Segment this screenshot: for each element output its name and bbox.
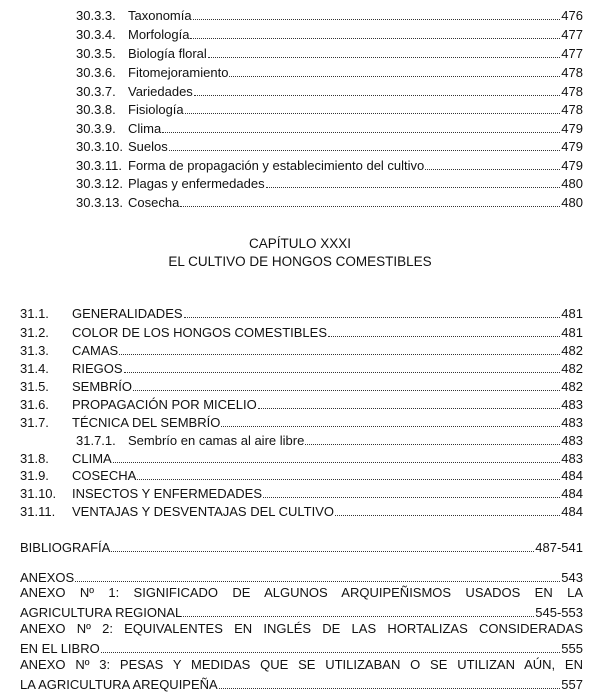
toc-entry bbox=[76, 25, 583, 43]
dot-leader bbox=[229, 76, 560, 77]
entry-title: Clima bbox=[128, 121, 162, 136]
entry-page: 483 bbox=[561, 415, 583, 430]
dot-leader bbox=[266, 187, 561, 188]
entry-number: 31.6. bbox=[20, 397, 49, 412]
entry-number: 31.3. bbox=[20, 343, 49, 358]
dot-leader bbox=[194, 95, 560, 96]
entry-number: 31.7. bbox=[20, 415, 49, 430]
entry-number: 30.3.11. bbox=[76, 158, 123, 173]
entry-title: INSECTOS Y ENFERMEDADES bbox=[72, 486, 262, 501]
anexo-line-1: ANEXO Nº 2: EQUIVALENTES EN INGLÉS DE LAS HORTALIZAS CONSIDERADAS bbox=[20, 621, 583, 636]
toc-entry bbox=[20, 466, 583, 484]
dot-leader bbox=[208, 57, 561, 58]
entry-title: EN EL LIBRO bbox=[20, 641, 100, 656]
toc-entry bbox=[76, 82, 583, 100]
entry-page: 481 bbox=[561, 325, 583, 340]
anexo-line-1: ANEXO Nº 3: PESAS Y MEDIDAS QUE SE UTILIZABAN O SE UTILIZAN AÚN, EN bbox=[20, 657, 583, 672]
entry-page: 476 bbox=[561, 8, 583, 23]
entry-title: RIEGOS bbox=[72, 361, 123, 376]
anexo-line-2 bbox=[20, 603, 583, 621]
dot-leader bbox=[193, 19, 561, 20]
entry-page: 478 bbox=[561, 65, 583, 80]
dot-leader bbox=[305, 444, 560, 445]
toc-entry bbox=[76, 174, 583, 192]
entry-title: Variedades bbox=[128, 84, 193, 99]
dot-leader bbox=[328, 336, 560, 337]
dot-leader bbox=[335, 515, 560, 516]
entry-page: 479 bbox=[561, 158, 583, 173]
toc-entry bbox=[20, 395, 583, 413]
entry-title: Taxonomía bbox=[128, 8, 192, 23]
entry-page: 483 bbox=[561, 397, 583, 412]
entry-page: 482 bbox=[561, 379, 583, 394]
entry-page: 484 bbox=[561, 504, 583, 519]
anexos-entry bbox=[20, 568, 583, 586]
dot-leader bbox=[169, 150, 561, 151]
entry-title: CLIMA bbox=[72, 451, 112, 466]
entry-page: 482 bbox=[561, 361, 583, 376]
toc-entry bbox=[76, 193, 583, 211]
dot-leader bbox=[133, 390, 560, 391]
entry-title: BIBLIOGRAFÍA bbox=[20, 540, 111, 555]
entry-title: AGRICULTURA REGIONAL bbox=[20, 605, 183, 620]
toc-entry bbox=[76, 44, 583, 62]
entry-page: 481 bbox=[561, 306, 583, 321]
entry-page: 477 bbox=[561, 46, 583, 61]
toc-entry bbox=[76, 100, 583, 118]
entry-number: 30.3.12. bbox=[76, 176, 123, 191]
entry-title: Forma de propagación y establecimiento del cultivo bbox=[128, 158, 425, 173]
toc-entry bbox=[76, 137, 583, 155]
entry-page: 480 bbox=[561, 176, 583, 191]
entry-title: Sembrío en camas al aire libre bbox=[128, 433, 305, 448]
dot-leader bbox=[180, 206, 560, 207]
entry-number: 30.3.4. bbox=[76, 27, 116, 42]
entry-title: Fitomejoramiento bbox=[128, 65, 229, 80]
entry-title: GENERALIDADES bbox=[72, 306, 183, 321]
entry-number: 31.1. bbox=[20, 306, 49, 321]
entry-page: 482 bbox=[561, 343, 583, 358]
entry-number: 31.9. bbox=[20, 468, 49, 483]
entry-number: 31.10. bbox=[20, 486, 57, 501]
dot-leader bbox=[190, 38, 560, 39]
entry-number: 31.7.1. bbox=[76, 433, 116, 448]
dot-leader bbox=[113, 462, 561, 463]
entry-page: 545-553 bbox=[535, 605, 583, 620]
dot-leader bbox=[263, 497, 560, 498]
entry-title: VENTAJAS Y DESVENTAJAS DEL CULTIVO bbox=[72, 504, 334, 519]
entry-page: 483 bbox=[561, 451, 583, 466]
entry-page: 484 bbox=[561, 486, 583, 501]
toc-entry bbox=[76, 119, 583, 137]
entry-title: Morfología bbox=[128, 27, 190, 42]
bibliografia-entry bbox=[20, 538, 583, 556]
toc-entry bbox=[20, 502, 583, 520]
entry-page: 557 bbox=[561, 677, 583, 692]
entry-page: 478 bbox=[561, 84, 583, 99]
toc-entry bbox=[20, 377, 583, 395]
entry-number: 30.3.9. bbox=[76, 121, 116, 136]
entry-page: 483 bbox=[561, 433, 583, 448]
dot-leader bbox=[185, 113, 561, 114]
entry-title: Cosecha bbox=[128, 195, 180, 210]
entry-page: 479 bbox=[561, 139, 583, 154]
entry-page: 543 bbox=[561, 570, 583, 585]
dot-leader bbox=[111, 551, 534, 552]
entry-page: 480 bbox=[561, 195, 583, 210]
entry-page: 555 bbox=[561, 641, 583, 656]
dot-leader bbox=[101, 652, 561, 653]
dot-leader bbox=[124, 372, 561, 373]
dot-leader bbox=[219, 688, 561, 689]
entry-title: PROPAGACIÓN POR MICELIO bbox=[72, 397, 257, 412]
toc-subentry bbox=[76, 431, 583, 449]
anexo-line-1: ANEXO Nº 1: SIGNIFICADO DE ALGUNOS ARQUIPEÑISMOS USADOS EN LA bbox=[20, 585, 583, 600]
dot-leader bbox=[184, 317, 561, 318]
entry-title: Biología floral bbox=[128, 46, 207, 61]
entry-number: 31.2. bbox=[20, 325, 49, 340]
entry-number: 30.3.10. bbox=[76, 139, 123, 154]
dot-leader bbox=[425, 169, 560, 170]
entry-title: COSECHA bbox=[72, 468, 137, 483]
dot-leader bbox=[258, 408, 561, 409]
toc-entry bbox=[20, 484, 583, 502]
toc-entry bbox=[76, 156, 583, 174]
entry-title: Suelos bbox=[128, 139, 168, 154]
entry-title: SEMBRÍO bbox=[72, 379, 132, 394]
entry-page: 479 bbox=[561, 121, 583, 136]
toc-entry bbox=[20, 341, 583, 359]
entry-number: 30.3.6. bbox=[76, 65, 116, 80]
toc-entry bbox=[76, 63, 583, 81]
dot-leader bbox=[119, 354, 560, 355]
dot-leader bbox=[162, 132, 560, 133]
entry-title: LA AGRICULTURA AREQUIPEÑA bbox=[20, 677, 218, 692]
entry-number: 31.11. bbox=[20, 504, 56, 519]
toc-entry bbox=[20, 323, 583, 341]
dot-leader bbox=[75, 581, 560, 582]
entry-page: 487-541 bbox=[535, 540, 583, 555]
entry-page: 484 bbox=[561, 468, 583, 483]
dot-leader bbox=[137, 479, 560, 480]
anexo-line-2 bbox=[20, 639, 583, 657]
toc-entry bbox=[20, 413, 583, 431]
toc-entry bbox=[76, 6, 583, 24]
entry-number: 31.8. bbox=[20, 451, 49, 466]
entry-title: CAMAS bbox=[72, 343, 119, 358]
entry-page: 478 bbox=[561, 102, 583, 117]
entry-number: 30.3.8. bbox=[76, 102, 116, 117]
dot-leader bbox=[183, 616, 534, 617]
toc-entry bbox=[20, 359, 583, 377]
chapter-label: CAPÍTULO XXXI bbox=[248, 236, 352, 251]
entry-title: COLOR DE LOS HONGOS COMESTIBLES bbox=[72, 325, 327, 340]
entry-number: 30.3.7. bbox=[76, 84, 116, 99]
toc-entry bbox=[20, 304, 583, 322]
entry-title: Fisiología bbox=[128, 102, 184, 117]
entry-title: ANEXOS bbox=[20, 570, 75, 585]
entry-page: 477 bbox=[561, 27, 583, 42]
entry-number: 31.5. bbox=[20, 379, 49, 394]
dot-leader bbox=[221, 426, 560, 427]
entry-number: 31.4. bbox=[20, 361, 49, 376]
anexo-line-2 bbox=[20, 675, 583, 693]
toc-entry bbox=[20, 449, 583, 467]
entry-title: TÉCNICA DEL SEMBRÍO bbox=[72, 415, 221, 430]
entry-title: Plagas y enfermedades bbox=[128, 176, 265, 191]
entry-number: 30.3.5. bbox=[76, 46, 116, 61]
entry-number: 30.3.3. bbox=[76, 8, 116, 23]
entry-number: 30.3.13. bbox=[76, 195, 123, 210]
chapter-title: EL CULTIVO DE HONGOS COMESTIBLES bbox=[168, 254, 432, 269]
